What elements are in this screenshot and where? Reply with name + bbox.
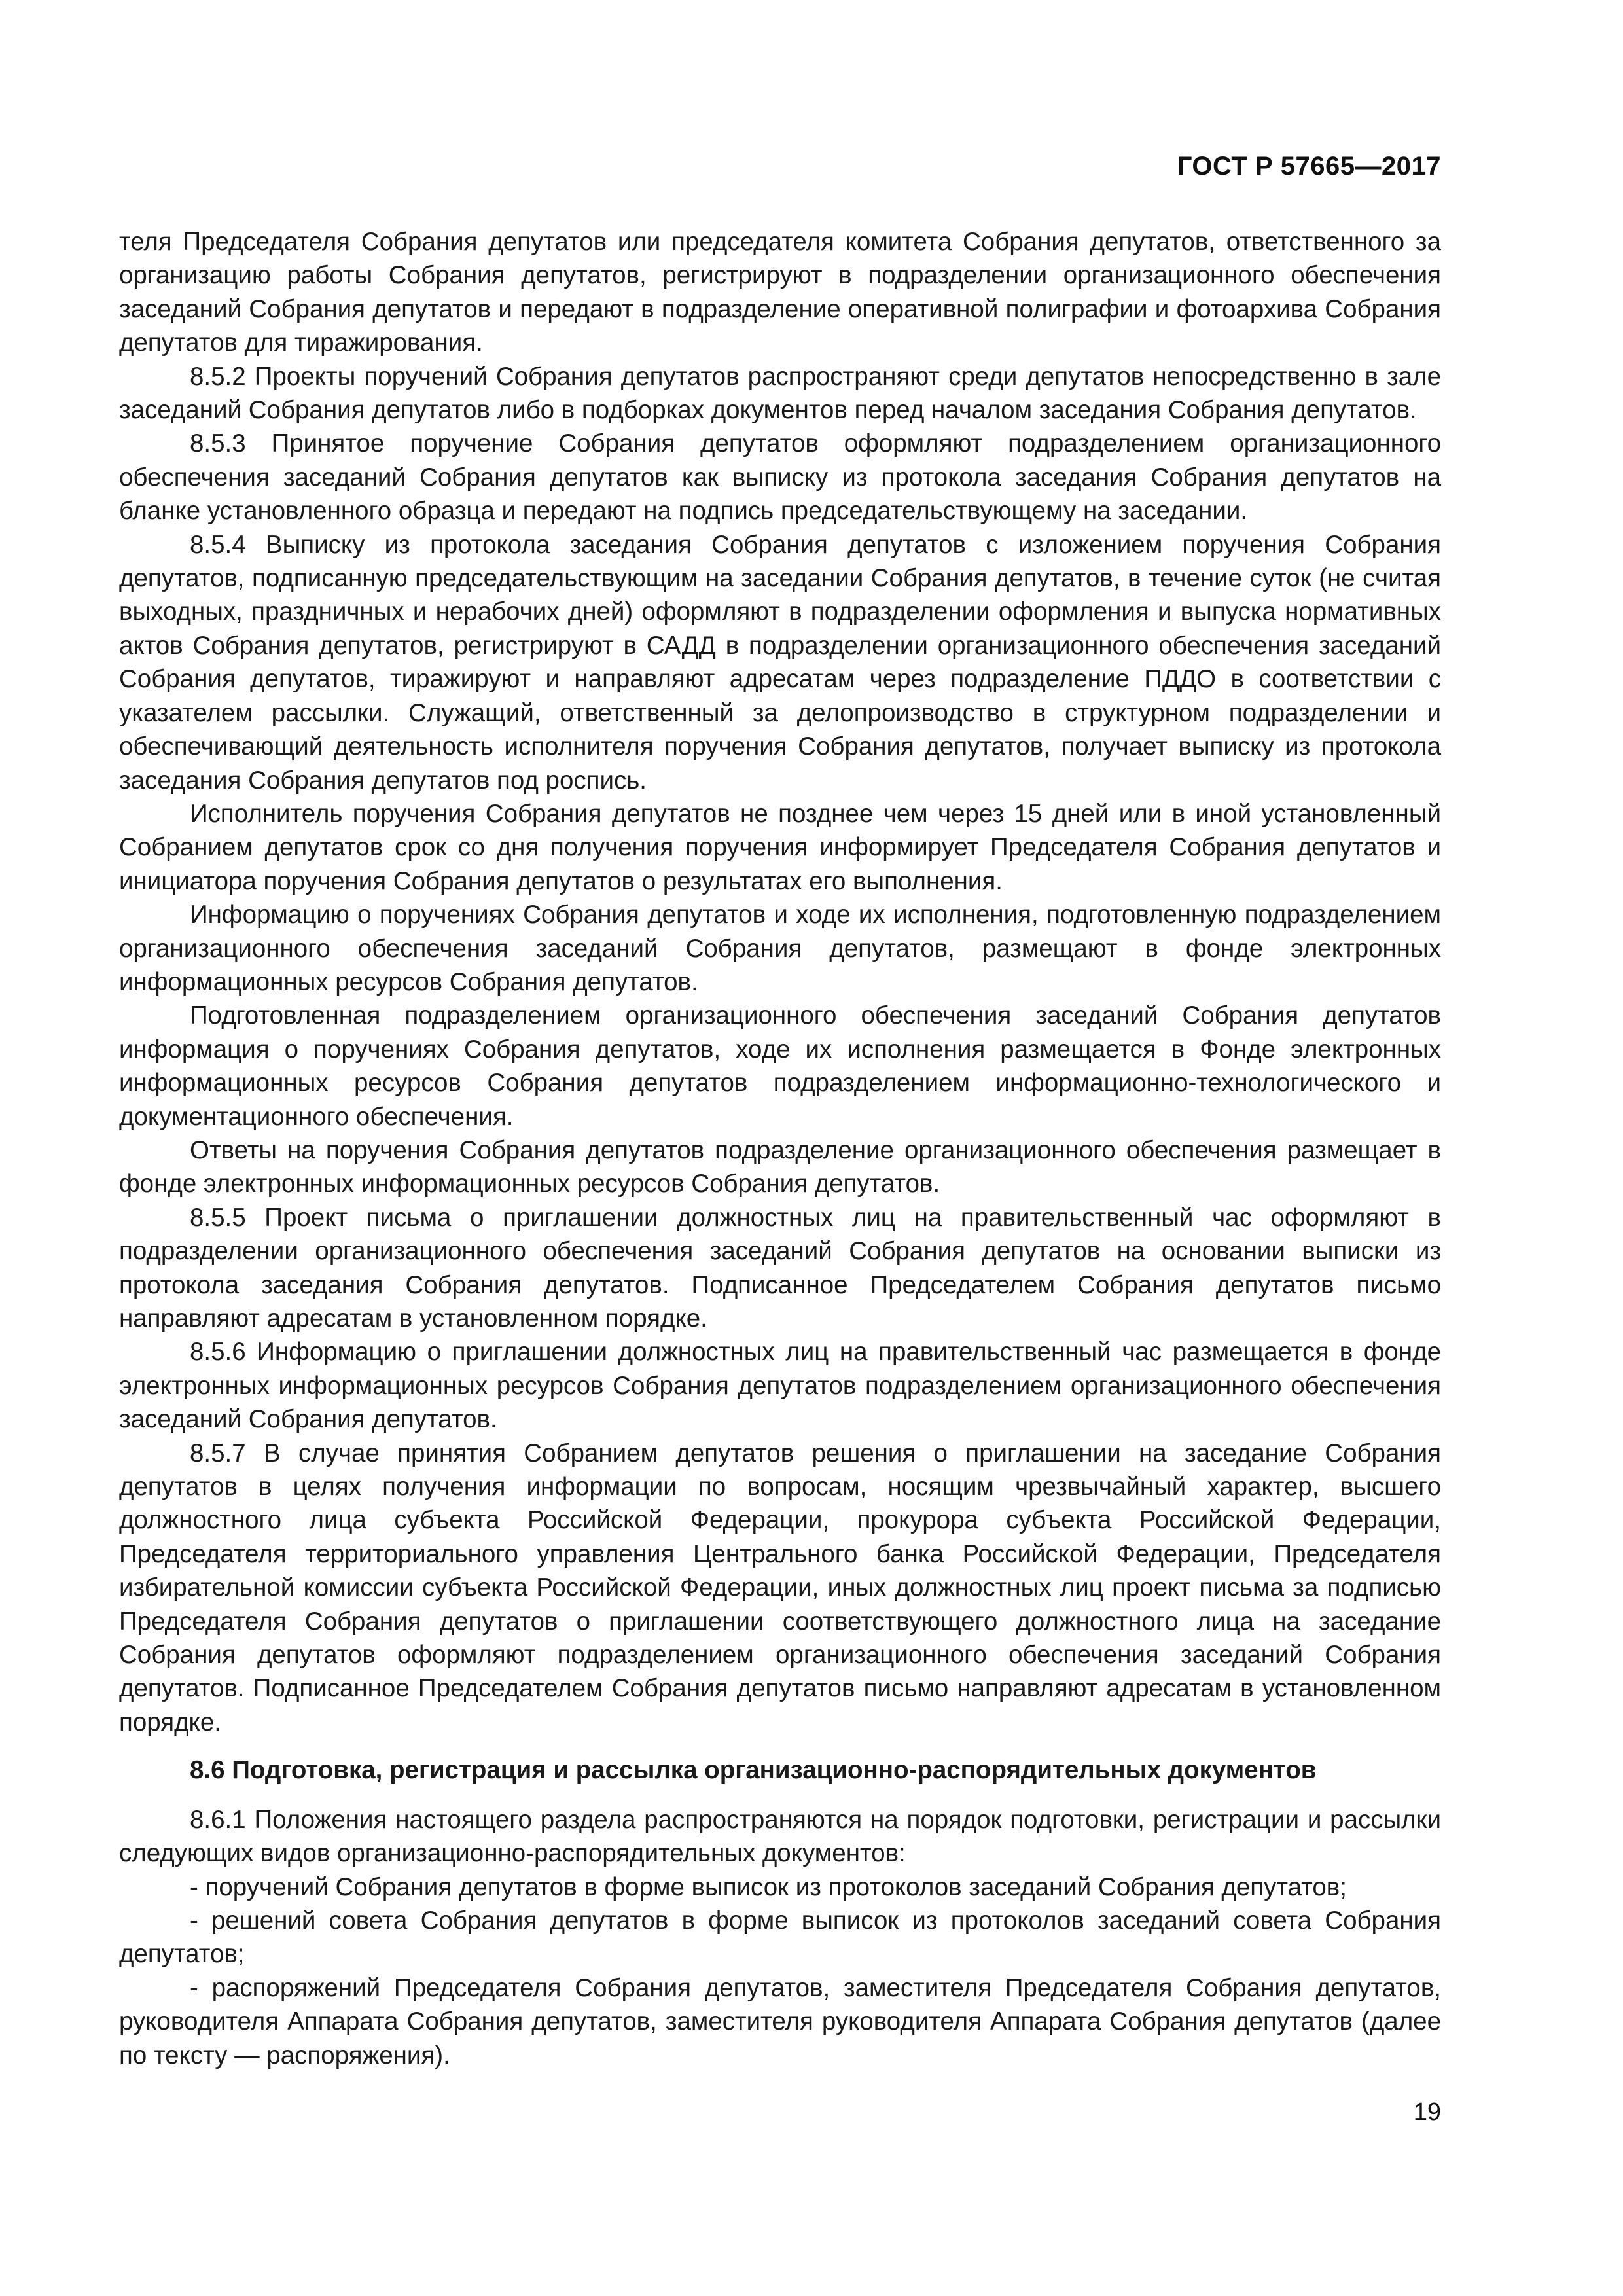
- paragraph-continuation: теля Председателя Собрания депутатов или председателя комитета Собрания депутатов, ответственного за организацию работы Собрания депутатов, регистрируют в подразделении организационного обеспечения заседаний Собрания депутатов и передают в подразделение оперативной полиграфии и фотоархива Собрания депутатов для тиражирования.: [119, 228, 1441, 357]
- list-item-orders: - поручений Собрания депутатов в форме выписок из протоколов заседаний Собрания депутатов;: [190, 1873, 1347, 1901]
- paragraph-executor-deadline: Исполнитель поручения Собрания депутатов не позднее чем через 15 дней или в иной установленный Собранием депутатов срок со дня получения поручения информирует Председателя Собрания депутатов и инициатора поручения Собрания депутатов о результатах его выполнения.: [119, 799, 1441, 895]
- paragraph-8-5-2: 8.5.2 Проекты поручений Собрания депутатов распространяют среди депутатов непосредственно в зале заседаний Собрания депутатов либо в подборках документов перед началом заседания Собрания депутатов.: [119, 362, 1441, 425]
- paragraph-prepared-information: Подготовленная подразделением организационного обеспечения заседаний Собрания депутатов информация о поручениях Собрания депутатов, ходе их исполнения размещается в Фонде электронных информационных ресурсов Собрания депутатов подразделением информационно-технологического и документационного обеспечения.: [119, 1001, 1441, 1131]
- list-item-council-decisions: - решений совета Собрания депутатов в форме выписок из протоколов заседаний совета Собрания депутатов;: [119, 1906, 1441, 1969]
- paragraph-8-5-6: 8.5.6 Информацию о приглашении должностных лиц на правительственный час размещается в фонде электронных информационных ресурсов Собрания депутатов подразделением организационного обеспечения заседаний Собрания депутатов.: [119, 1338, 1441, 1434]
- document-header-standard-number: ГОСТ Р 57665—2017: [1177, 152, 1441, 181]
- paragraph-8-5-4: 8.5.4 Выписку из протокола заседания Собрания депутатов с изложением поручения Собрания депутатов, подписанную председательствующим на заседании Собрания депутатов, в течение суток (не считая выходных, праздничных и нерабочих дней) оформляют в подразделении оформления и выпуска нормативных актов Собрания депутатов, регистрируют в САДД в подразделении организационного обеспечения заседаний Собрания депутатов, тиражируют и направляют адресатам через подразделение ПДДО в соответствии с указателем рассылки. Служащий, ответственный за делопроизводство в структурном подразделении и обеспечивающий деятельность исполнителя поручения Собрания депутатов, получает выписку из протокола заседания Собрания депутатов под роспись.: [119, 530, 1441, 795]
- document-body: [119, 225, 1441, 2072]
- paragraph-8-5-7: 8.5.7 В случае принятия Собранием депутатов решения о приглашении на заседание Собрания депутатов в целях получения информации по вопросам, носящим чрезвычайный характер, высшего должностного лица субъекта Российской Федерации, прокурора субъекта Российской Федерации, Председателя территориального управления Центрального банка Российской Федерации, Председателя избирательной комиссии субъекта Российской Федерации, иных должностных лиц проект письма за подписью Председателя Собрания депутатов о приглашении соответствующего должностного лица на заседание Собрания депутатов оформляют подразделением организационного обеспечения заседаний Собрания депутатов. Подписанное Председателем Собрания депутатов письмо направляют адресатам в установленном порядке.: [119, 1439, 1441, 1736]
- paragraph-orders-information: Информацию о поручениях Собрания депутатов и ходе их исполнения, подготовленную подразделением организационного обеспечения заседаний Собрания депутатов, размещают в фонде электронных информационных ресурсов Собрания депутатов.: [119, 901, 1441, 996]
- paragraph-8-5-3: 8.5.3 Принятое поручение Собрания депутатов оформляют подразделением организационного обеспечения заседаний Собрания депутатов как выписку из протокола заседания Собрания депутатов на бланке установленного образца и передают на подпись председательствующему на заседании.: [119, 429, 1441, 526]
- section-heading-8-6: 8.6 Подготовка, регистрация и рассылка организационно-распорядительных документов: [190, 1756, 1317, 1785]
- page-number: 19: [1413, 2098, 1441, 2126]
- paragraph-responses: Ответы на поручения Собрания депутатов подразделение организационного обеспечения размещает в фонде электронных информационных ресурсов Собрания депутатов.: [119, 1136, 1441, 1198]
- paragraph-8-6-1: 8.6.1 Положения настоящего раздела распространяются на порядок подготовки, регистрации и рассылки следующих видов организационно-распорядительных документов:: [119, 1805, 1441, 1868]
- list-item-orders-chairman: - распоряжений Председателя Собрания депутатов, заместителя Председателя Собрания депутатов, руководителя Аппарата Собрания депутатов, заместителя руководителя Аппарата Собрания депутатов (далее по тексту — распоряжения).: [119, 1973, 1441, 2070]
- paragraph-8-5-5: 8.5.5 Проект письма о приглашении должностных лиц на правительственный час оформляют в подразделении организационного обеспечения заседаний Собрания депутатов на основании выписки из протокола заседания Собрания депутатов. Подписанное Председателем Собрания депутатов письмо направляют адресатам в установленном порядке.: [119, 1203, 1441, 1333]
